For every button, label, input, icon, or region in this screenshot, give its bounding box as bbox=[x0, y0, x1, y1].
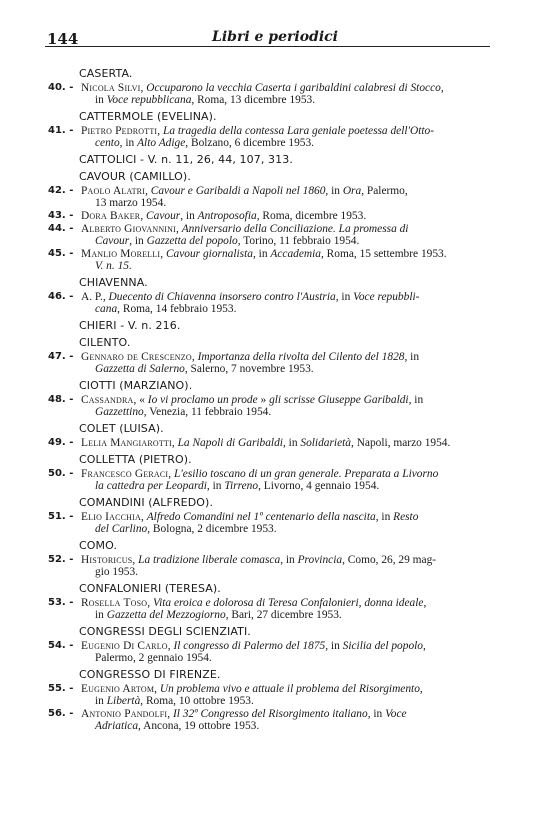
title-text: Gazzettino bbox=[95, 406, 144, 418]
author-name: Dora Baker bbox=[81, 210, 141, 222]
citation-text: , Livorno, 4 gennaio 1954. bbox=[258, 480, 380, 492]
bibliography-entry bbox=[48, 125, 498, 149]
citation-text: , Bolzano, 6 dicembre 1953. bbox=[185, 137, 315, 149]
entry-line bbox=[81, 223, 498, 235]
citation-text: , Palermo, bbox=[361, 185, 408, 197]
author-name: Antonio Pandolfi bbox=[81, 708, 168, 720]
citation-text: in bbox=[95, 609, 107, 621]
citation-text: , Roma, 15 settembre 1953. bbox=[320, 248, 447, 260]
citation-text: , Torino, 11 febbraio 1954. bbox=[237, 235, 360, 247]
title-text: La tragedia della contessa Lara geniale poetessa dell'Otto- bbox=[163, 125, 435, 137]
citation-text: A. P., bbox=[81, 291, 109, 303]
citation-text: in bbox=[95, 695, 107, 707]
citation-text: , Como, 26, 29 mag- bbox=[342, 554, 437, 566]
citation-text: , Roma, 13 dicembre 1953. bbox=[191, 94, 316, 106]
citation-text: , in bbox=[335, 291, 354, 303]
entry-text bbox=[81, 683, 498, 707]
title-text: Libertà bbox=[106, 695, 141, 707]
title-text: la cattedra per Leopardi bbox=[95, 480, 207, 492]
entry-line bbox=[81, 597, 498, 609]
author-name: Pietro Pedrotti bbox=[81, 125, 158, 137]
title-text: Voce bbox=[385, 708, 407, 720]
title-text: Provincia bbox=[297, 554, 343, 566]
author-name: Rosella Toso bbox=[81, 597, 148, 609]
entry-line bbox=[81, 511, 498, 523]
title-text: Voce repubblicana bbox=[106, 94, 192, 106]
running-title: Libri e periodici bbox=[212, 29, 338, 45]
section-heading: CHIERI - V. n. 216. bbox=[79, 319, 181, 332]
title-text: Un problema vivo e attuale il problema del Risorgimento bbox=[159, 683, 420, 695]
citation-text: in bbox=[95, 94, 107, 106]
title-text: Gazzetta di Salerno bbox=[95, 363, 185, 375]
entry-line bbox=[81, 720, 498, 732]
citation-text: , Venezia, 11 febbraio 1954. bbox=[143, 406, 272, 418]
entry-line bbox=[81, 210, 498, 222]
author-name: Eugenio Di Carlo bbox=[81, 640, 168, 652]
entry-line bbox=[81, 82, 498, 94]
entry-text bbox=[81, 708, 498, 732]
entry-number: 43. - bbox=[48, 210, 74, 221]
bibliography-entry bbox=[48, 291, 498, 315]
entry-line bbox=[81, 248, 498, 260]
citation-text: , bbox=[419, 683, 423, 695]
entry-number: 53. - bbox=[48, 597, 74, 608]
section-heading: COMANDINI (ALFREDO). bbox=[79, 496, 214, 509]
title-text: Resto bbox=[393, 511, 419, 523]
entry-number: 45. - bbox=[48, 248, 74, 259]
citation-text: , in bbox=[404, 351, 420, 363]
citation-text: , in bbox=[252, 248, 271, 260]
citation-text: , bbox=[160, 248, 166, 260]
bibliography-entry bbox=[48, 597, 498, 621]
bibliography-entry bbox=[48, 223, 498, 247]
citation-text: , bbox=[154, 683, 160, 695]
section-heading: CAVOUR (CAMILLO). bbox=[79, 170, 191, 183]
author-name: Cassandra bbox=[81, 394, 134, 406]
entry-line bbox=[81, 125, 498, 137]
entry-number: 51. - bbox=[48, 511, 74, 522]
entry-text bbox=[81, 210, 498, 222]
title-text: Accademia bbox=[270, 248, 321, 260]
entry-number: 41. - bbox=[48, 125, 74, 136]
bibliography-entry bbox=[48, 394, 498, 418]
bibliography-entry bbox=[48, 82, 498, 106]
citation-text: , « bbox=[133, 394, 148, 406]
entry-text bbox=[81, 597, 498, 621]
entry-line bbox=[81, 683, 498, 695]
entry-number: 49. - bbox=[48, 437, 74, 448]
entry-text bbox=[81, 248, 498, 272]
citation-text: , in bbox=[375, 511, 394, 523]
entry-line bbox=[81, 480, 498, 492]
section-heading: COLLETTA (PIETRO). bbox=[79, 453, 192, 466]
entry-line bbox=[81, 406, 498, 418]
title-text: Gazzetta del Mezzogiorno bbox=[106, 609, 226, 621]
entry-text bbox=[81, 291, 498, 315]
title-text: Cavour giornalista bbox=[165, 248, 253, 260]
citation-text: , Bari, 27 dicembre 1953. bbox=[225, 609, 342, 621]
title-text: Alfredo Comandini nel 1º centenario della nascita bbox=[146, 511, 376, 523]
section-heading: CONGRESSO DI FIRENZE. bbox=[79, 668, 221, 681]
title-text: Ora bbox=[342, 185, 362, 197]
citation-text: , in bbox=[325, 640, 343, 652]
title-text: del Carlino bbox=[95, 523, 148, 535]
citation-text: Palermo, 2 gennaio 1954. bbox=[95, 652, 212, 664]
citation-text: , bbox=[147, 597, 153, 609]
title-text: Adriatica bbox=[95, 720, 139, 732]
title-text: V. n. 15. bbox=[95, 260, 132, 272]
citation-text: , Bologna, 2 dicembre 1953. bbox=[147, 523, 277, 535]
citation-text: , in bbox=[129, 235, 147, 247]
entry-text bbox=[81, 351, 498, 375]
bibliography-entry bbox=[48, 351, 498, 375]
citation-text: , in bbox=[325, 185, 343, 197]
entry-line bbox=[81, 363, 498, 375]
citation-text: , Salerno, 7 novembre 1953. bbox=[184, 363, 314, 375]
title-text: Importanza della rivolta del Cilento del 1828 bbox=[197, 351, 405, 363]
title-text: L'esilio toscano di un gran generale. Preparata a Livorno bbox=[174, 468, 439, 480]
citation-text: , bbox=[176, 223, 182, 235]
citation-text: , bbox=[191, 351, 198, 363]
title-text: Vita eroica e dolorosa di Teresa Confalonieri, donna ideale bbox=[152, 597, 424, 609]
entry-text bbox=[81, 223, 498, 247]
entry-line bbox=[81, 554, 498, 566]
citation-text: gio 1953. bbox=[95, 566, 139, 578]
title-text: La Napoli di Garibaldi bbox=[177, 437, 283, 449]
entry-line bbox=[81, 437, 498, 449]
entry-line bbox=[81, 303, 498, 315]
title-text: Cavour e Garibaldi a Napoli nel 1860 bbox=[150, 185, 326, 197]
title-text: Occuparono la vecchia Caserta i garibaldini calabresi di Stocco, bbox=[146, 82, 444, 94]
author-name: Lelia Mangiarotti bbox=[81, 437, 172, 449]
entry-line bbox=[81, 235, 498, 247]
entry-line bbox=[81, 468, 498, 480]
bibliography-entry bbox=[48, 554, 498, 578]
entry-number: 46. - bbox=[48, 291, 74, 302]
entry-number: 44. - bbox=[48, 223, 74, 234]
entry-number: 54. - bbox=[48, 640, 74, 651]
title-text: cana bbox=[95, 303, 118, 315]
citation-text: , bbox=[167, 640, 174, 652]
entry-line bbox=[81, 185, 498, 197]
citation-text: , Ancona, 19 ottobre 1953. bbox=[138, 720, 260, 732]
title-text: Tirreno bbox=[224, 480, 259, 492]
entry-line bbox=[81, 260, 498, 272]
entry-number: 47. - bbox=[48, 351, 74, 362]
bibliography-entry bbox=[48, 210, 498, 222]
entry-line bbox=[81, 351, 498, 363]
entry-text bbox=[81, 185, 498, 209]
author-name: Elio Iacchia bbox=[81, 511, 141, 523]
citation-text: , in bbox=[206, 480, 225, 492]
entry-number: 40. - bbox=[48, 82, 74, 93]
citation-text: , bbox=[145, 185, 151, 197]
author-name: Francesco Geraci bbox=[81, 468, 169, 480]
citation-text: , bbox=[171, 437, 178, 449]
citation-text: , in bbox=[282, 437, 301, 449]
entry-line bbox=[81, 137, 498, 149]
author-name: Eugenio Artom bbox=[81, 683, 155, 695]
title-text: Io vi proclamo un prode bbox=[147, 394, 258, 406]
title-text: cento bbox=[95, 137, 120, 149]
citation-text: , in bbox=[367, 708, 386, 720]
citation-text: , Roma, 14 febbraio 1953. bbox=[117, 303, 237, 315]
citation-text: , bbox=[132, 554, 139, 566]
title-text: Solidarietà bbox=[300, 437, 351, 449]
citation-text: , in bbox=[180, 210, 198, 222]
entry-number: 50. - bbox=[48, 468, 74, 479]
bibliography-entry bbox=[48, 185, 498, 209]
entry-text bbox=[81, 125, 498, 149]
bibliography-entry bbox=[48, 708, 498, 732]
citation-text: 13 marzo 1954. bbox=[95, 197, 167, 209]
entry-line bbox=[81, 291, 498, 303]
author-name: Nicola Silvi bbox=[81, 82, 141, 94]
section-heading: CONGRESSI DEGLI SCIENZIATI. bbox=[79, 625, 251, 638]
author-name: Manlio Morelli bbox=[81, 248, 161, 260]
entry-text bbox=[81, 511, 498, 535]
citation-text: , bbox=[167, 708, 173, 720]
title-text: Anniversario della Conciliazione. La promessa di bbox=[181, 223, 409, 235]
author-name: Historicus bbox=[81, 554, 133, 566]
citation-text: , bbox=[157, 125, 163, 137]
title-text: Alto Adige bbox=[137, 137, 186, 149]
citation-text: , Roma, 10 ottobre 1953. bbox=[140, 695, 254, 707]
section-heading: CONFALONIERI (TERESA). bbox=[79, 582, 221, 595]
title-text: Antroposofia bbox=[197, 210, 257, 222]
section-heading: CATTOLICI - V. n. 11, 26, 44, 107, 313. bbox=[79, 153, 293, 166]
citation-text: , bbox=[141, 511, 147, 523]
title-text: Duecento di Chiavenna insorsero contro l'Austria bbox=[108, 291, 336, 303]
title-text: Cavour bbox=[95, 235, 130, 247]
entry-line bbox=[81, 523, 498, 535]
bibliography-entry bbox=[48, 468, 498, 492]
author-name: Alberto Giovannini bbox=[81, 223, 177, 235]
citation-text: , bbox=[140, 82, 147, 94]
title-text: Gazzetta del popolo bbox=[146, 235, 238, 247]
citation-text: , in bbox=[408, 394, 424, 406]
entry-text bbox=[81, 468, 498, 492]
entry-number: 55. - bbox=[48, 683, 74, 694]
citation-text: » bbox=[257, 394, 270, 406]
entry-number: 42. - bbox=[48, 185, 74, 196]
bibliography-entry bbox=[48, 640, 498, 664]
title-text: Voce repubbli- bbox=[353, 291, 420, 303]
entry-text bbox=[81, 640, 498, 664]
section-heading: COMO. bbox=[79, 539, 118, 552]
entry-line bbox=[81, 695, 498, 707]
entry-line bbox=[81, 197, 498, 209]
bibliography-entry bbox=[48, 248, 498, 272]
author-name: Paolo Alatri bbox=[81, 185, 146, 197]
entry-line bbox=[81, 609, 498, 621]
citation-text: , in bbox=[280, 554, 298, 566]
entry-line bbox=[81, 652, 498, 664]
entry-text bbox=[81, 394, 498, 418]
section-heading: CASERTA. bbox=[79, 67, 133, 80]
section-heading: CIOTTI (MARZIANO). bbox=[79, 379, 193, 392]
bibliography-entry bbox=[48, 683, 498, 707]
title-text: La tradizione liberale comasca bbox=[138, 554, 281, 566]
page-number: 144 bbox=[47, 30, 79, 48]
title-text: gli scrisse Giuseppe Garibaldi bbox=[269, 394, 409, 406]
citation-text: , in bbox=[119, 137, 138, 149]
citation-text: , bbox=[140, 210, 147, 222]
entry-text bbox=[81, 554, 498, 578]
section-heading: CILENTO. bbox=[79, 336, 131, 349]
entry-line bbox=[81, 394, 498, 406]
header-rule bbox=[45, 46, 490, 47]
entry-number: 52. - bbox=[48, 554, 74, 565]
entry-line bbox=[81, 566, 498, 578]
title-text: Il congresso di Palermo del 1875 bbox=[173, 640, 326, 652]
title-text: Cavour bbox=[146, 210, 181, 222]
entry-line bbox=[81, 708, 498, 720]
section-heading: CHIAVENNA. bbox=[79, 276, 148, 289]
entry-line bbox=[81, 94, 498, 106]
section-heading: CATTERMOLE (EVELINA). bbox=[79, 110, 217, 123]
author-name: Gennaro de Crescenzo bbox=[81, 351, 192, 363]
citation-text: , Napoli, marzo 1954. bbox=[351, 437, 451, 449]
citation-text: , Roma, dicembre 1953. bbox=[256, 210, 367, 222]
bibliography-list bbox=[48, 68, 498, 733]
citation-text: , bbox=[423, 640, 426, 652]
entry-line bbox=[81, 640, 498, 652]
entry-number: 56. - bbox=[48, 708, 74, 719]
entry-number: 48. - bbox=[48, 394, 74, 405]
bibliography-entry bbox=[48, 511, 498, 535]
citation-text: , bbox=[168, 468, 174, 480]
title-text: Il 32º Congresso del Risorgimento italiano bbox=[172, 708, 368, 720]
section-heading: COLET (LUISA). bbox=[79, 422, 164, 435]
entry-text bbox=[81, 82, 498, 106]
bibliography-entry bbox=[48, 437, 498, 449]
citation-text: , bbox=[423, 597, 427, 609]
entry-text bbox=[81, 437, 498, 449]
title-text: Sicilia del popolo bbox=[342, 640, 423, 652]
